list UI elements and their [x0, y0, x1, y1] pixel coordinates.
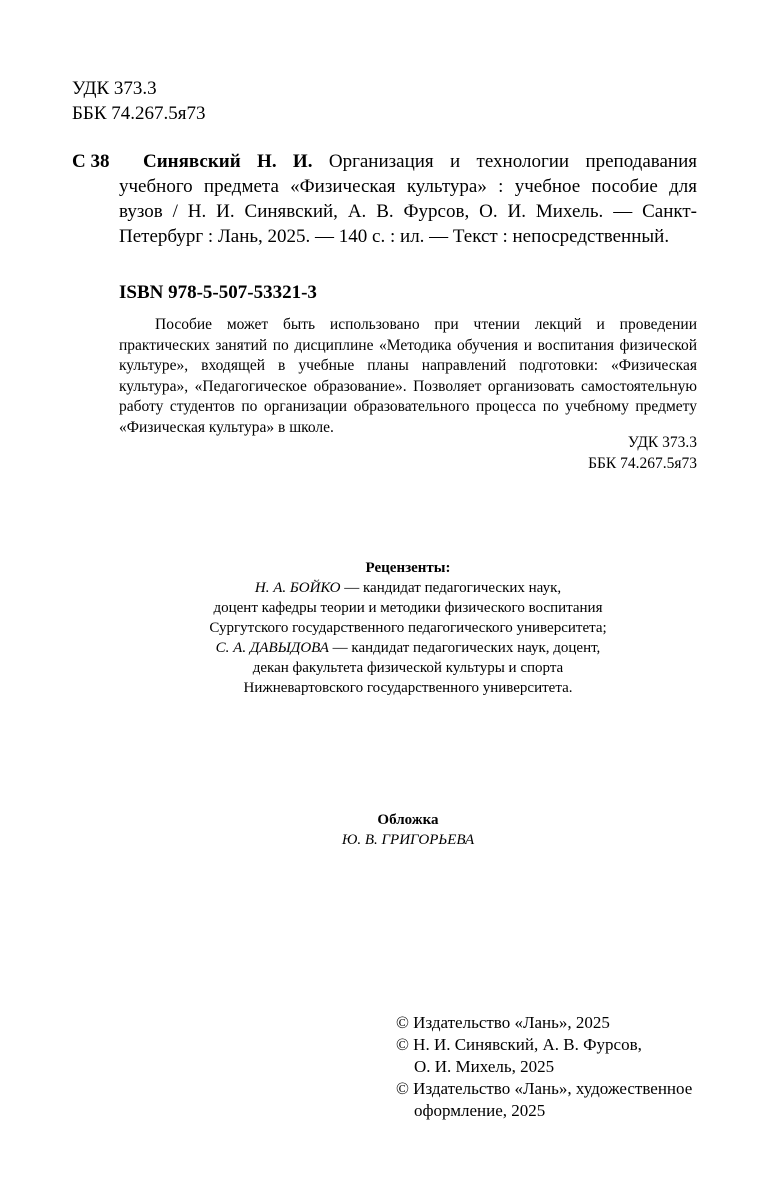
reviewer-1-name: Н. А. БОЙКО: [254, 580, 341, 596]
copyright-line-3: О. И. Михель, 2025: [414, 1057, 555, 1076]
reviewer-2-line-2: декан факультета физической культуры и спорта: [252, 660, 564, 676]
author-name: Синявский Н. И.: [143, 151, 313, 172]
reviewer-2-line-3: Нижневартовского государственного университета.: [243, 680, 573, 696]
reviewer-1-line-3: Сургутского государственного педагогического университета;: [209, 620, 607, 636]
cover-designer-name: Ю. В. ГРИГОРЬЕВА: [341, 832, 475, 848]
author-mark: С 38: [72, 151, 110, 172]
classification-block-right: [588, 433, 697, 474]
classification-block-top: [72, 76, 205, 126]
copyright-line-2: © Н. И. Синявский, А. В. Фурсов,: [396, 1035, 642, 1054]
bbk-code: ББК 74.267.5я73: [72, 103, 206, 124]
copyright-block: [396, 1012, 692, 1122]
bbk-code-right: ББК 74.267.5я73: [588, 454, 697, 472]
reviewer-2-line-1: С. А. ДАВЫДОВА — кандидат педагогических наук, доцент,: [215, 640, 601, 656]
reviewer-2-name: С. А. ДАВЫДОВА: [215, 640, 329, 656]
reviewer-1-line-2: доцент кафедры теории и методики физического воспитания: [213, 600, 603, 616]
copyright-line-1: © Издательство «Лань», 2025: [396, 1013, 610, 1032]
cover-credit-block: [119, 810, 697, 850]
reviewer-1-line-1: Н. А. БОЙКО — кандидат педагогических наук,: [254, 580, 562, 596]
reviewers-block: [119, 558, 697, 698]
isbn: ISBN 978-5-507-53321-3: [119, 282, 317, 303]
udk-code-right: УДК 373.3: [627, 434, 697, 451]
abstract: Пособие может быть использовано при чтении лекций и проведении практических занятий по дисциплине «Методика обучения и воспитания физической культуре», входящей в учебные планы направлений подготовки: «Физическая культура», «Педагогическое образование». Позволяет организовать самостоятельную работу студентов по организации образовательного процесса по учебному предмету «Физическая культура» в школе.: [119, 316, 697, 436]
bibliographic-text: Организация и технологии преподавания учебного предмета «Физическая культура» : учебное пособие для вузов / Н. И. Синявский, А. В. Фурсов, О. И. Михель. — Санкт-Петербург : Лань, 2025. — 140 с. : ил. — Текст : непосредственный.: [119, 151, 697, 247]
udk-code: УДК 373.3: [72, 78, 157, 99]
bibliographic-description: [119, 149, 697, 249]
reviewers-header: Рецензенты:: [365, 560, 451, 576]
copyright-line-5: оформление, 2025: [414, 1101, 546, 1120]
cover-header: Обложка: [377, 812, 439, 828]
copyright-line-4: © Издательство «Лань», художественное: [396, 1079, 693, 1098]
